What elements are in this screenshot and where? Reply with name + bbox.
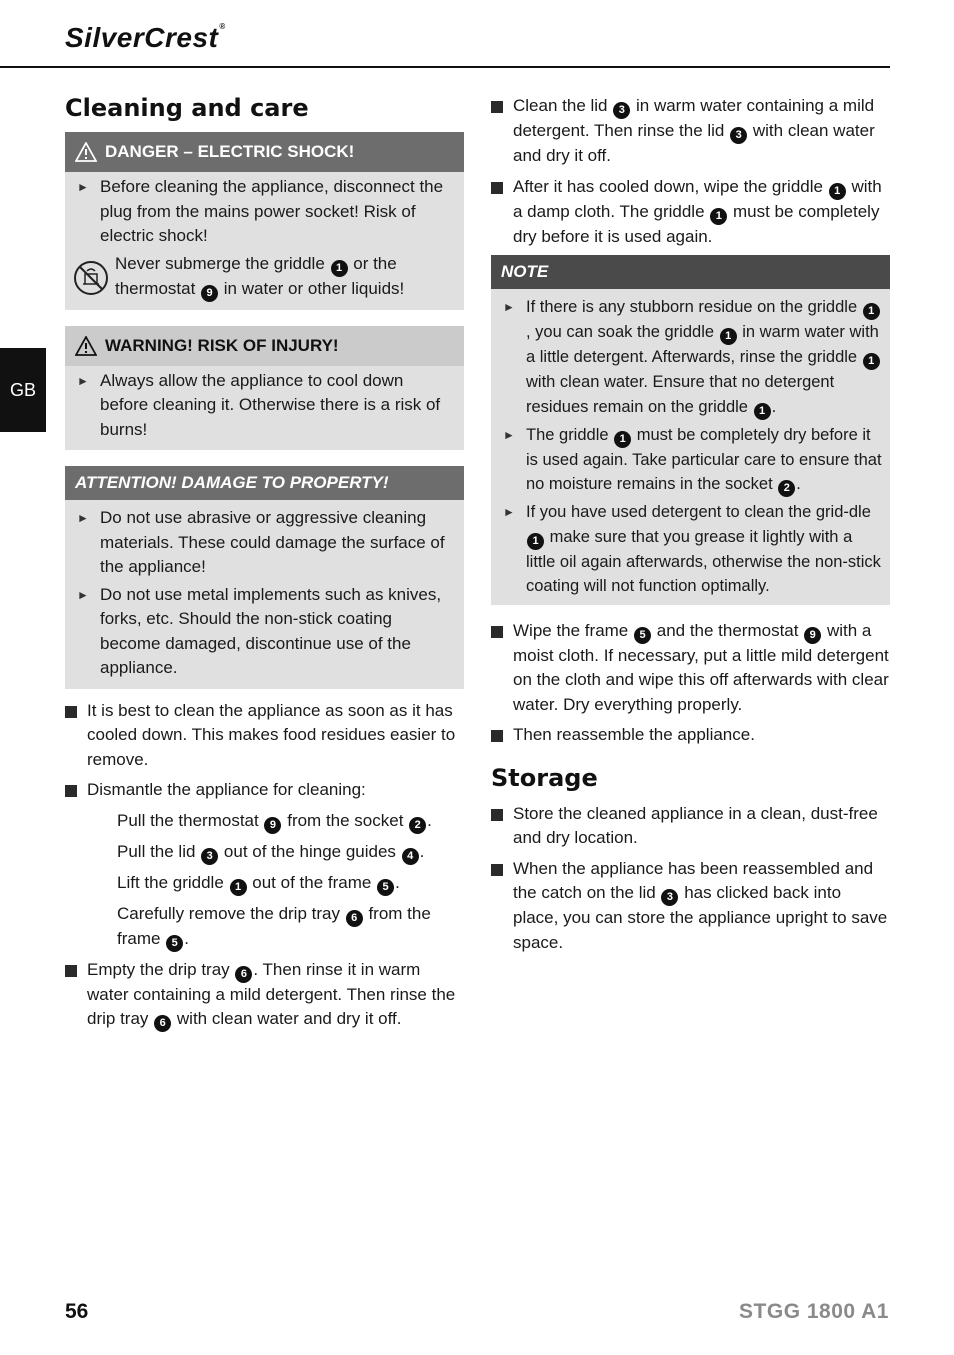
list-item: Never submerge the griddle 1 or the thermostat 9 in water or other liquids! — [65, 252, 464, 302]
sub-step: Pull the thermostat 9 from the socket 2 . — [65, 809, 464, 834]
list-item: ► If you have used detergent to clean the grid-dle 1 make sure that you grease it lightly with a little oil again afterwards, otherwise the non-stick coating will not function optimally. — [503, 503, 881, 595]
list-item: ► Before cleaning the appliance, disconnect the plug from the mains power socket! Risk of electric shock! — [77, 177, 444, 245]
bullet-item: Empty the drip tray 6 . Then rinse it in warm water containing a mild detergent. Then rinse the drip tray 6 with clean water and dry it off. — [65, 958, 464, 1033]
bullet-item: After it has cooled down, wipe the griddle 1 with a damp cloth. The griddle 1 must be completely dry before it is used again. — [491, 175, 890, 250]
bullet-item: Then reassemble the appliance. — [491, 723, 890, 748]
list-item: ► Always allow the appliance to cool down before cleaning it. Otherwise there is a risk of burns! — [77, 370, 441, 439]
section-title-storage: Storage — [491, 763, 598, 792]
no-submerge-icon — [73, 260, 109, 296]
list-item: ► Do not use abrasive or aggressive cleaning materials. These could damage the surface of the appliance! — [77, 508, 445, 576]
warning-title: WARNING! RISK OF INJURY! — [105, 335, 339, 355]
list-item: ► Do not use metal implements such as knives, forks, etc. Should the non-stick coating become damaged, discontinue use of the appliance. — [77, 584, 442, 677]
danger-box-header — [65, 132, 464, 172]
danger-title: DANGER – ELECTRIC SHOCK! — [105, 142, 355, 161]
model-number: STGG 1800 A1 — [739, 1300, 889, 1323]
brand-logo: SilverCrest® — [65, 22, 226, 53]
attention-box — [65, 466, 464, 689]
list-item: ► If there is any stubborn residue on the griddle 1, you can soak the griddle 1 in warm water with a little detergent. Afterwards, rinse the griddle 1 with clean water. Ensure that no detergent residues remain on the griddle 1 . — [491, 295, 890, 420]
bullet-item: When the appliance has been reassembled and the catch on the lid 3 has clicked back into place, you can store the appliance upright to save space. — [491, 857, 890, 956]
note-box — [491, 255, 890, 605]
bullet-item: Clean the lid 3 in warm water containing a mild detergent. Then rinse the lid 3 with clean water and dry it off. — [491, 94, 890, 169]
warning-triangle-icon — [75, 336, 97, 356]
sub-step: Pull the lid 3 out of the hinge guides 4 . — [65, 840, 464, 865]
warning-box-header — [65, 326, 464, 366]
bullet-item: It is best to clean the appliance as soon as it has cooled down. This makes food residues easier to remove. — [65, 699, 464, 773]
list-item: ► The griddle 1 must be completely dry before it is used again. Take particular care to ensure that no moisture remains in the socket 2 . — [491, 423, 890, 498]
left-column — [65, 90, 464, 1038]
warning-box — [65, 326, 464, 451]
language-tab: GB — [0, 348, 46, 432]
bullet-item: Dismantle the appliance for cleaning: — [65, 778, 464, 803]
attention-box-header: ATTENTION! DAMAGE TO PROPERTY! — [65, 466, 464, 500]
warning-triangle-icon — [75, 142, 97, 162]
danger-box — [65, 132, 464, 310]
note-header: NOTE — [491, 255, 890, 289]
right-column — [491, 94, 890, 961]
sub-step: Lift the griddle 1 out of the frame 5 . — [65, 871, 464, 896]
header-rule — [0, 66, 890, 68]
page-number: 56 — [65, 1300, 89, 1323]
section-title-cleaning: Cleaning and care — [65, 94, 309, 122]
bullet-item: Wipe the frame 5 and the thermostat 9 with a moist cloth. If necessary, put a little mild detergent on the cloth and wipe this off afterwards with clear water. Dry everything properly. — [491, 619, 890, 718]
bullet-item: Store the cleaned appliance in a clean, dust-free and dry location. — [491, 802, 890, 851]
sub-step: Carefully remove the drip tray 6 from the frame 5 . — [65, 902, 464, 952]
